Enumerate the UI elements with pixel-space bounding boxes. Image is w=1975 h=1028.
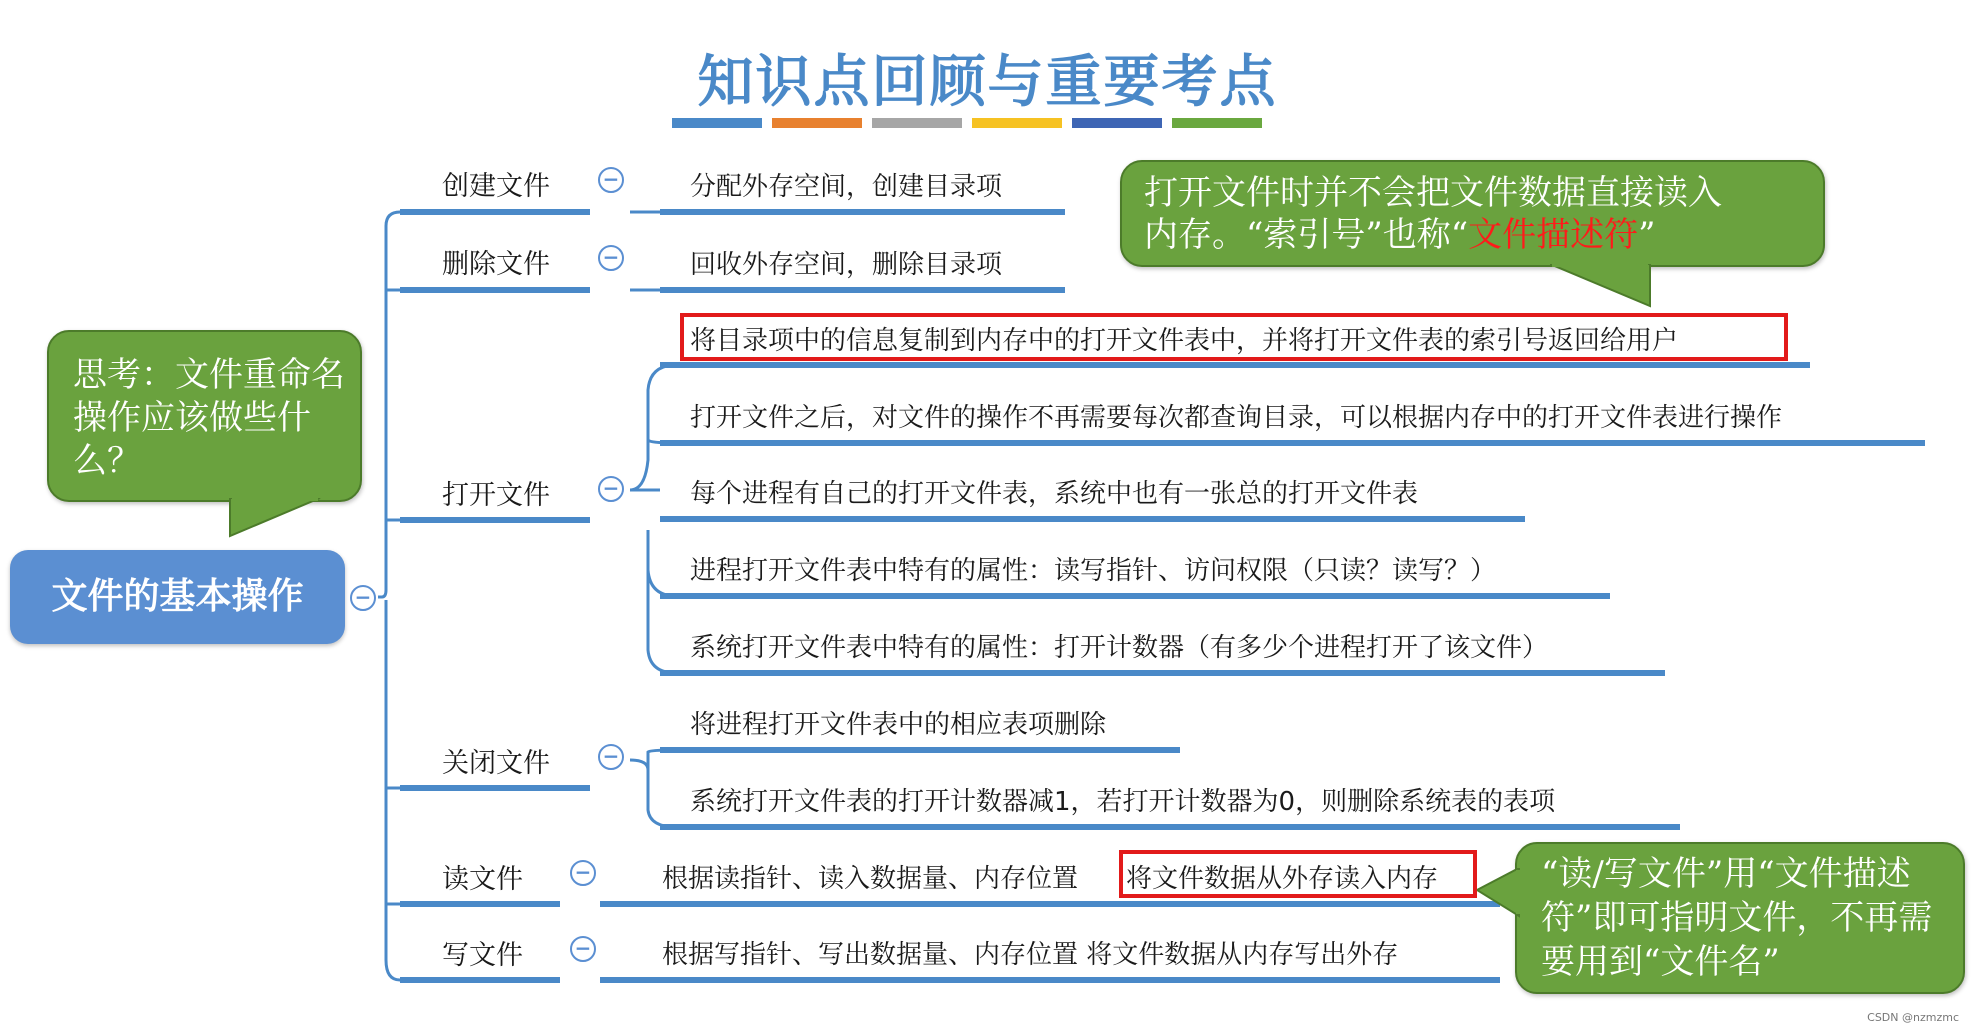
- open-leaf: 将目录项中的信息复制到内存中的打开文件表中，并将打开文件表的索引号返回给用户: [690, 326, 1679, 356]
- branch-read-file[interactable]: 读文件: [442, 864, 523, 895]
- open-note-callout: [1120, 160, 1825, 267]
- open-note-line2: 内存。“索引号”也称“文件描述符”: [1144, 215, 1656, 255]
- rw-note-callout: [1515, 842, 1965, 994]
- read-leaf-highlight-box: [1119, 850, 1477, 898]
- close-leaf: 系统打开文件表的打开计数器减1，若打开计数器为0，则删除系统表的表项: [690, 787, 1556, 817]
- file-descriptor-highlight: 文件描述符: [1468, 215, 1639, 255]
- open-leaf: 进程打开文件表中特有的属性：读写指针、访问权限（只读？读写？）: [690, 556, 1497, 586]
- read-collapse-icon[interactable]: −: [570, 860, 596, 886]
- close-leaf: 将进程打开文件表中的相应表项删除: [690, 710, 1107, 740]
- branch-open-file[interactable]: 打开文件: [442, 480, 550, 511]
- delete-leaf: 回收外存空间，删除目录项: [690, 250, 1003, 280]
- open-note-line1: 打开文件时并不会把文件数据直接读入: [1144, 173, 1722, 213]
- branch-create-file[interactable]: 创建文件: [442, 171, 550, 202]
- branch-close-file[interactable]: 关闭文件: [442, 748, 550, 779]
- write-leaf: 根据写指针、写出数据量、内存位置 将文件数据从内存写出外存: [662, 940, 1399, 970]
- rw-note-callout-tail: [1477, 868, 1522, 920]
- write-collapse-icon[interactable]: −: [570, 936, 596, 962]
- open-note-callout-tail: [1550, 264, 1660, 309]
- root-node[interactable]: 文件的基本操作: [10, 550, 345, 644]
- think-callout-tail: [220, 498, 330, 538]
- delete-collapse-icon[interactable]: −: [598, 245, 624, 271]
- open-leaf: 系统打开文件表中特有的属性：打开计数器（有多少个进程打开了该文件）: [690, 633, 1549, 663]
- think-callout-text: 思考：文件重命名操作应该做些什么？: [73, 355, 345, 481]
- open-leaf: 打开文件之后，对文件的操作不再需要每次都查询目录，可以根据内存中的打开文件表进行操作: [690, 403, 1783, 433]
- branch-write-file[interactable]: 写文件: [442, 940, 523, 971]
- open-leaf-highlight-box: [680, 313, 1788, 361]
- close-collapse-icon[interactable]: −: [598, 744, 624, 770]
- branch-delete-file[interactable]: 删除文件: [442, 249, 550, 280]
- create-leaf: 分配外存空间，创建目录项: [690, 172, 1003, 202]
- watermark-text: CSDN @nzmzmc: [1867, 1011, 1959, 1024]
- open-leaf: 每个进程有自己的打开文件表，系统中也有一张总的打开文件表: [690, 479, 1419, 509]
- think-callout: [47, 330, 362, 502]
- read-leaf-part2: 将文件数据从外存读入内存: [1126, 864, 1439, 894]
- open-collapse-icon[interactable]: −: [598, 476, 624, 502]
- rw-note-text: “读/写文件”用“文件描述符”即可指明文件，不再需要用到“文件名”: [1541, 854, 1933, 982]
- page-title: 知识点回顾与重要考点: [697, 49, 1278, 115]
- read-leaf-part1: 根据读指针、读入数据量、内存位置: [662, 864, 1079, 894]
- create-collapse-icon[interactable]: −: [598, 167, 624, 193]
- root-collapse-icon[interactable]: −: [350, 585, 376, 611]
